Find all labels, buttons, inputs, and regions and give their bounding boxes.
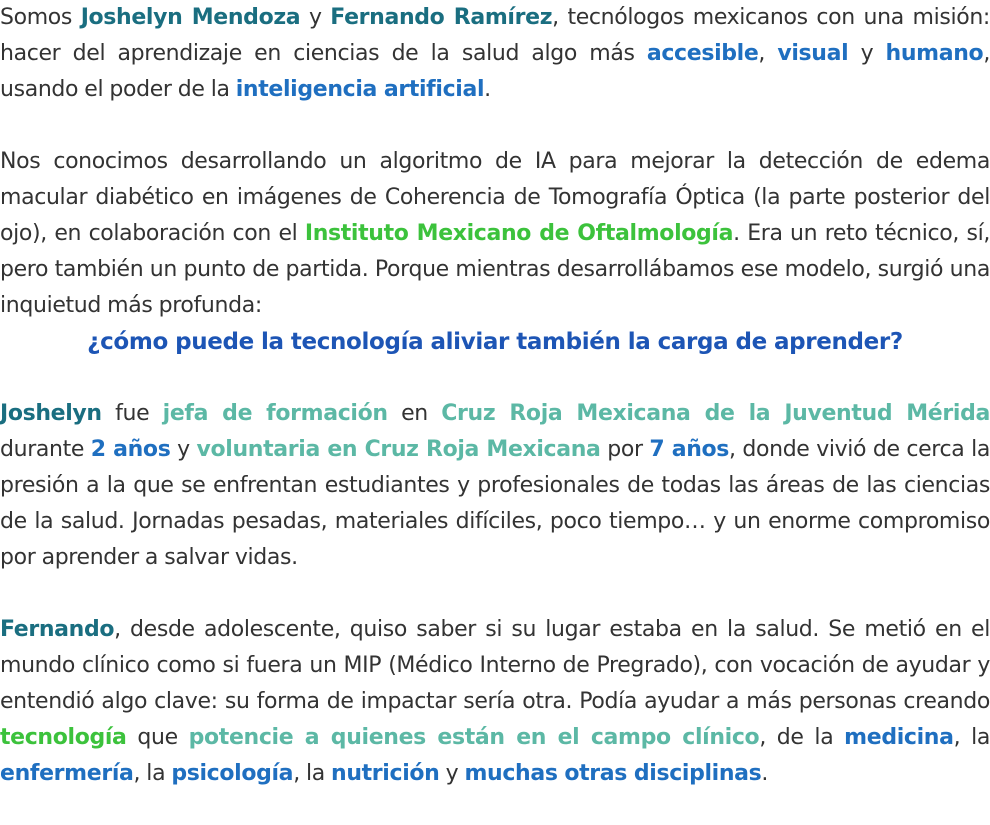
name-fernando-ramirez: Fernando Ramírez bbox=[330, 5, 553, 30]
text: durante bbox=[0, 437, 91, 462]
text: que bbox=[126, 725, 189, 750]
origin-paragraph bbox=[0, 144, 990, 324]
text: en bbox=[387, 401, 442, 426]
keyword-2-anos: 2 años bbox=[90, 437, 171, 462]
keyword-tecnologia: tecnología bbox=[0, 725, 127, 750]
text: , bbox=[758, 41, 778, 66]
text: . bbox=[484, 77, 491, 102]
keyword-instituto-mexicano-de-oftalmologia: Instituto Mexicano de Oftalmología bbox=[304, 221, 734, 246]
keyword-jefa-de-formacion: jefa de formación bbox=[162, 401, 388, 426]
keyword-cruz-roja-juventud-merida: Cruz Roja Mexicana de la Juventud Mérida bbox=[441, 401, 990, 426]
paragraph-gap bbox=[0, 360, 990, 396]
joshelyn-paragraph bbox=[0, 396, 990, 576]
keyword-inteligencia-artificial: inteligencia artificial bbox=[235, 77, 485, 102]
keyword-potencie-campo-clinico: potencie a quienes están en el campo clínico bbox=[188, 725, 760, 750]
text: y bbox=[170, 437, 197, 462]
keyword-medicina: medicina bbox=[844, 725, 954, 750]
name-joshelyn: Joshelyn bbox=[0, 401, 102, 426]
key-question: ¿cómo puede la tecnología aliviar también la carga de aprender? bbox=[87, 329, 903, 355]
text: por bbox=[600, 437, 650, 462]
paragraph-gap bbox=[0, 108, 990, 144]
fernando-paragraph bbox=[0, 612, 990, 792]
name-fernando: Fernando bbox=[0, 617, 115, 642]
text: y bbox=[300, 5, 331, 30]
keyword-voluntaria-cruz-roja: voluntaria en Cruz Roja Mexicana bbox=[196, 437, 601, 462]
text: . bbox=[761, 761, 769, 786]
keyword-accesible: accesible bbox=[646, 41, 759, 66]
text: , la bbox=[953, 725, 990, 750]
text: Nos conocimos desarrollando un algoritmo de IA para mejorar la detección de edema macular diabético en imágenes de Coherencia de Tomografía Óptica (la parte posterior del ojo), en colaboración con el bbox=[0, 149, 990, 246]
text: Somos bbox=[0, 5, 81, 30]
keyword-visual: visual bbox=[777, 41, 849, 66]
intro-paragraph bbox=[0, 0, 990, 108]
name-joshelyn-mendoza: Joshelyn Mendoza bbox=[80, 5, 301, 30]
text: , tecnólogos mexicanos con una misión: hacer del aprendizaje en ciencias de la salud algo más bbox=[0, 5, 990, 66]
keyword-muchas-otras-disciplinas: muchas otras disciplinas bbox=[464, 761, 762, 786]
text: . Era un reto técnico, sí, pero también un punto de partida. Porque mientras desarrollábamos ese modelo, surgió una inquietud más profunda: bbox=[0, 221, 990, 318]
text: , la bbox=[293, 761, 332, 786]
text: y bbox=[439, 761, 465, 786]
text: , donde vivió de cerca la presión a la que se enfrentan estudiantes y profesionales de todas las áreas de las ciencias de la salud. Jornadas pesadas, materiales difíciles, poco tiempo… y un enorme compromiso por aprender a salvar vidas. bbox=[0, 437, 990, 570]
text: , desde adolescente, quiso saber si su lugar estaba en la salud. Se metió en el mundo clínico como si fuera un MIP (Médico Interno de Pregrado), con vocación de ayudar y entendió algo clave: su forma de impactar sería otra. Podía ayudar a más personas creando bbox=[0, 617, 990, 714]
paragraph-gap bbox=[0, 576, 990, 612]
keyword-enfermeria: enfermería bbox=[0, 761, 134, 786]
keyword-nutricion: nutrición bbox=[331, 761, 440, 786]
text: y bbox=[848, 41, 886, 66]
text: fue bbox=[101, 401, 163, 426]
text: , la bbox=[133, 761, 172, 786]
keyword-7-anos: 7 años bbox=[649, 437, 730, 462]
text: , de la bbox=[759, 725, 845, 750]
text: , usando el poder de la bbox=[0, 41, 990, 102]
keyword-humano: humano bbox=[885, 41, 984, 66]
keyword-psicologia: psicología bbox=[171, 761, 294, 786]
